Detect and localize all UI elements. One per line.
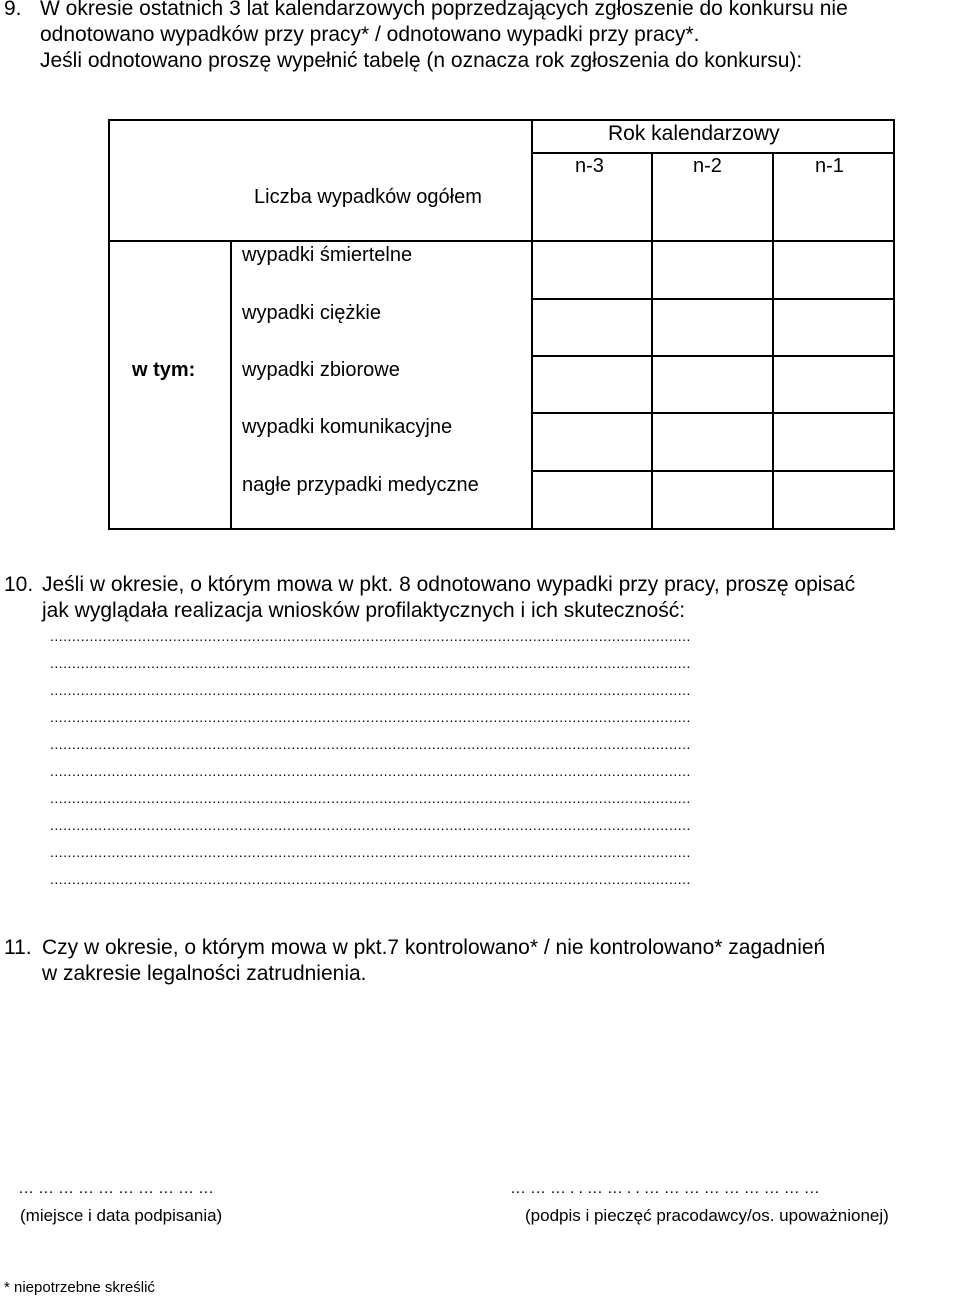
- w-tym-cell: [108, 240, 232, 530]
- answer-dotted-line[interactable]: ..................................................................................................................................................: [50, 655, 691, 671]
- q9-line-2: odnotowano wypadków przy pracy* / odnotowano wypadki przy pracy*.: [40, 23, 700, 46]
- cell-fatal-n1[interactable]: [772, 240, 895, 300]
- q10-number: 10.: [4, 573, 34, 596]
- cell-traffic-n3[interactable]: [531, 412, 653, 472]
- q9-number: 9.: [4, 0, 22, 20]
- cell-traffic-n1[interactable]: [772, 412, 895, 472]
- row-label-fatal: wypadki śmiertelne: [242, 244, 413, 266]
- q9-line-1: W okresie ostatnich 3 lat kalendarzowych poprzedzających zgłoszenie do konkursu nie: [40, 0, 848, 20]
- year-header: Rok kalendarzowy: [608, 122, 780, 145]
- q10-line-1: Jeśli w okresie, o którym mowa w pkt. 8 odnotowano wypadki przy pracy, proszę opisać: [42, 573, 856, 596]
- q11-line-1: Czy w okresie, o którym mowa w pkt.7 kontrolowano* / nie kontrolowano* zagadnień: [42, 936, 826, 959]
- answer-dotted-line[interactable]: ..................................................................................................................................................: [50, 709, 691, 725]
- q10-line-2: jak wyglądała realizacja wniosków profilaktycznych i ich skuteczność:: [42, 599, 686, 622]
- answer-dotted-line[interactable]: ..................................................................................................................................................: [50, 871, 691, 887]
- answer-dotted-line[interactable]: ..................................................................................................................................................: [50, 628, 691, 644]
- q11-line-2: w zakresie legalności zatrudnienia.: [42, 962, 367, 985]
- answer-dotted-line[interactable]: ..................................................................................................................................................: [50, 682, 691, 698]
- cell-medical-n2[interactable]: [651, 470, 774, 530]
- year-n3-label: n-3: [575, 155, 604, 177]
- cell-serious-n3[interactable]: [531, 298, 653, 357]
- cell-serious-n2[interactable]: [651, 298, 774, 357]
- table-header-left-cell: [108, 119, 533, 242]
- year-n1-label: n-1: [815, 155, 844, 177]
- place-date-signature-line[interactable]: …………………………: [18, 1180, 218, 1197]
- year-n2-label: n-2: [693, 155, 722, 177]
- cell-serious-n1[interactable]: [772, 298, 895, 357]
- cell-fatal-n3[interactable]: [531, 240, 653, 300]
- employer-signature-label: (podpis i pieczęć pracodawcy/os. upoważnionej): [525, 1206, 889, 1225]
- answer-dotted-line[interactable]: ..................................................................................................................................................: [50, 736, 691, 752]
- cell-medical-n1[interactable]: [772, 470, 895, 530]
- footnote: * niepotrzebne skreślić: [4, 1279, 155, 1296]
- place-date-label: (miejsce i data podpisania): [20, 1206, 223, 1225]
- w-tym-label: w tym:: [132, 359, 196, 381]
- cell-collective-n2[interactable]: [651, 355, 774, 414]
- cell-traffic-n2[interactable]: [651, 412, 774, 472]
- answer-dotted-line[interactable]: ..................................................................................................................................................: [50, 763, 691, 779]
- cell-fatal-n2[interactable]: [651, 240, 774, 300]
- employer-signature-line[interactable]: ………..……..………………………: [510, 1180, 824, 1197]
- row-label-traffic: wypadki komunikacyjne: [242, 416, 453, 438]
- cell-collective-n3[interactable]: [531, 355, 653, 414]
- answer-dotted-line[interactable]: ..................................................................................................................................................: [50, 844, 691, 860]
- answer-dotted-line[interactable]: ..................................................................................................................................................: [50, 817, 691, 833]
- q9-line-3: Jeśli odnotowano proszę wypełnić tabelę (n oznacza rok zgłoszenia do konkursu):: [40, 49, 803, 72]
- row-label-serious: wypadki ciężkie: [242, 302, 381, 324]
- cell-collective-n1[interactable]: [772, 355, 895, 414]
- total-accidents-label: Liczba wypadków ogółem: [254, 186, 482, 208]
- cell-medical-n3[interactable]: [531, 470, 653, 530]
- row-label-collective: wypadki zbiorowe: [242, 359, 400, 381]
- row-label-medical: nagłe przypadki medyczne: [242, 474, 479, 496]
- q11-number: 11.: [4, 936, 32, 959]
- answer-dotted-line[interactable]: ..................................................................................................................................................: [50, 790, 691, 806]
